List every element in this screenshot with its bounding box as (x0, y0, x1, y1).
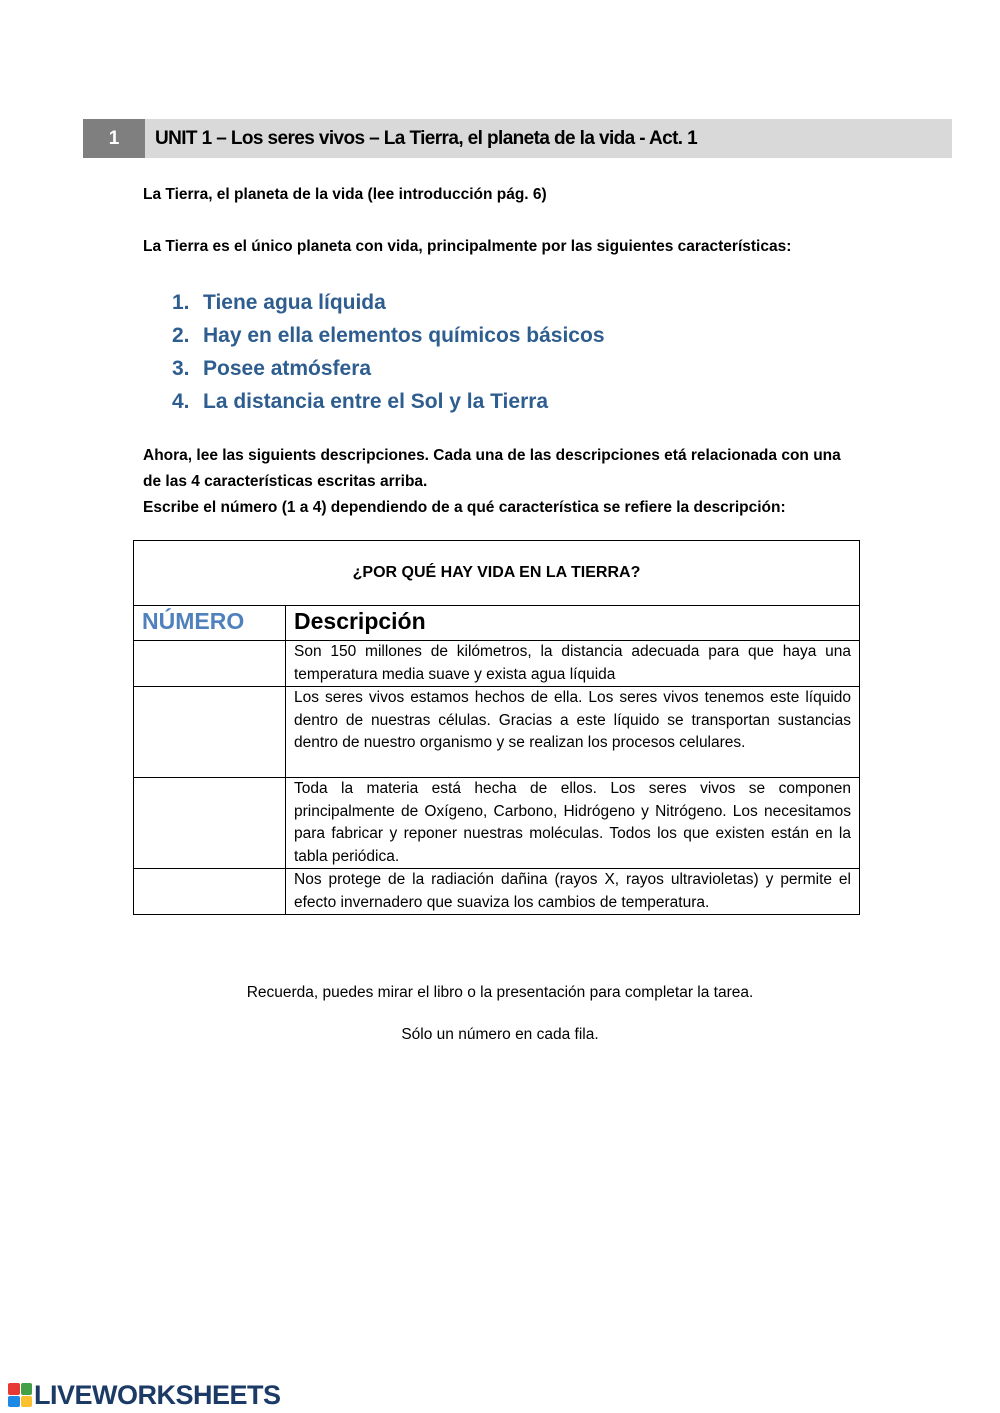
page-title: UNIT 1 – Los seres vivos – La Tierra, el planeta de la vida - Act. 1 (145, 119, 952, 158)
logo-icon (8, 1383, 32, 1407)
unit-number: 1 (83, 119, 145, 158)
characteristic-item: 2. Hay en ella elementos químicos básicos (172, 324, 605, 347)
instructions (143, 443, 858, 521)
table-row (134, 641, 860, 687)
unit-header (83, 119, 952, 158)
description-cell: Toda la materia está hecha de ellos. Los seres vivos se componen principalmente de Oxígeno, Carbono, Hidrógeno y Nitrógeno. Los necesitamos para fabricar y reponer nuestras moléculas. Todos los que existen están en la tabla periódica. (286, 778, 860, 869)
intro-text: La Tierra, el planeta de la vida (lee introducción pág. 6) (143, 186, 547, 203)
lead-text: La Tierra es el único planeta con vida, principalmente por las siguientes características: (143, 238, 792, 255)
number-answer-cell[interactable] (134, 687, 286, 778)
characteristics-list (172, 286, 605, 418)
number-answer-cell[interactable] (134, 641, 286, 687)
table-title: ¿POR QUÉ HAY VIDA EN LA TIERRA? (134, 541, 860, 606)
description-cell: Nos protege de la radiación dañina (rayos X, rayos ultravioletas) y permite el efecto invernadero que suaviza los cambios de temperatura. (286, 869, 860, 915)
characteristic-item: 1. Tiene agua líquida (172, 291, 386, 314)
liveworksheets-logo (8, 1380, 281, 1410)
description-cell: Los seres vivos estamos hechos de ella. Los seres vivos tenemos este líquido dentro de nuestras células. Gracias a este líquido se transportan sustancias dentro de nuestro organismo y se realizan los procesos celulares. (286, 687, 860, 778)
instructions-line-1: Ahora, lee las siguients descripciones. Cada una de las descripciones etá relacionada con una de las 4 características escritas arriba. (143, 447, 841, 490)
table-row (134, 687, 860, 778)
number-answer-cell[interactable] (134, 778, 286, 869)
instructions-line-2: Escribe el número (1 a 4) dependiendo de a qué característica se refiere la descripción: (143, 499, 786, 516)
number-answer-cell[interactable] (134, 869, 286, 915)
footer-note-1: Recuerda, puedes mirar el libro o la presentación para completar la tarea. (246, 984, 754, 1001)
table-row (134, 778, 860, 869)
logo-text: LIVEWORKSHEETS (34, 1379, 281, 1410)
footer-note-2: Sólo un número en cada fila. (401, 1026, 599, 1043)
table-row (134, 869, 860, 915)
answer-table (133, 540, 860, 915)
characteristic-item: 4. La distancia entre el Sol y la Tierra (172, 390, 549, 413)
characteristic-item: 3. Posee atmósfera (172, 357, 372, 380)
column-header-description: Descripción (286, 606, 860, 641)
description-cell: Son 150 millones de kilómetros, la distancia adecuada para que haya una temperatura media suave y exista agua líquida (286, 641, 860, 687)
column-header-number: NÚMERO (134, 606, 286, 641)
